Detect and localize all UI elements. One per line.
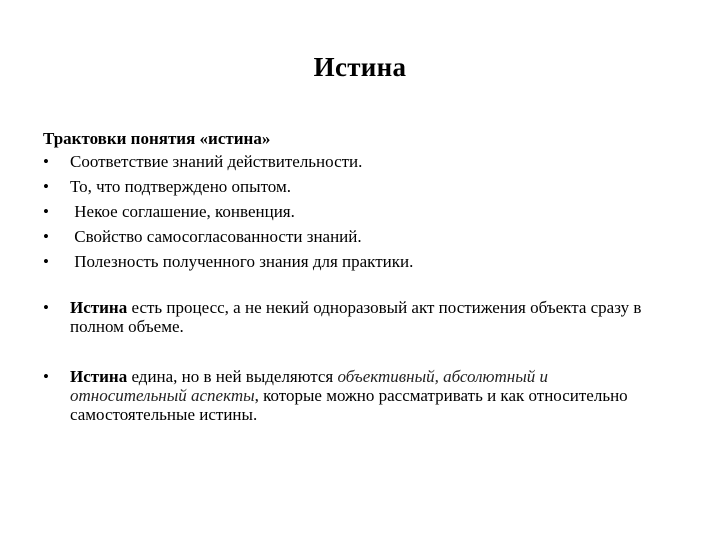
bullet-icon: • xyxy=(43,252,49,271)
list-item-text: Свойство самосогласованности знаний. xyxy=(70,227,362,246)
bullet-icon: • xyxy=(43,227,49,246)
slide-title: Истина xyxy=(313,52,407,82)
term-truth: Истина xyxy=(70,367,128,386)
bullet-icon: • xyxy=(43,152,49,171)
list-item xyxy=(43,152,413,177)
interpretations-heading: Трактовки понятия «истина» xyxy=(43,129,271,148)
truth-unity-paragraph xyxy=(43,367,693,424)
bullet-icon: • xyxy=(43,202,49,221)
list-item-text: Соответствие знаний действительности. xyxy=(70,152,363,171)
italic-aspects: объективный, абсолютный и относительный аспекты xyxy=(70,367,548,405)
paragraph-text xyxy=(70,298,690,336)
list-item xyxy=(43,227,413,252)
list-item xyxy=(43,177,413,202)
bullet-icon: • xyxy=(43,177,49,196)
interpretations-list xyxy=(43,152,413,277)
list-item xyxy=(43,252,413,277)
paragraph-part: едина, но в ней выделяются xyxy=(127,367,338,386)
paragraph-text xyxy=(70,367,655,424)
bullet-icon: • xyxy=(43,367,49,386)
list-item-text: Некое соглашение, конвенция. xyxy=(70,202,295,221)
paragraph-rest: есть процесс, а не некий одноразовый акт постижения объекта сразу в полном объеме. xyxy=(70,298,642,336)
list-item xyxy=(43,202,413,227)
paragraph-part: , которые можно рассматривать и как относительно самостоятельные истины. xyxy=(70,386,628,424)
list-item-text: То, что подтверждено опытом. xyxy=(70,177,291,196)
truth-process-paragraph xyxy=(43,298,693,336)
term-truth: Истина xyxy=(70,298,128,317)
bullet-icon: • xyxy=(43,298,49,317)
list-item-text: Полезность полученного знания для практики. xyxy=(70,252,414,271)
